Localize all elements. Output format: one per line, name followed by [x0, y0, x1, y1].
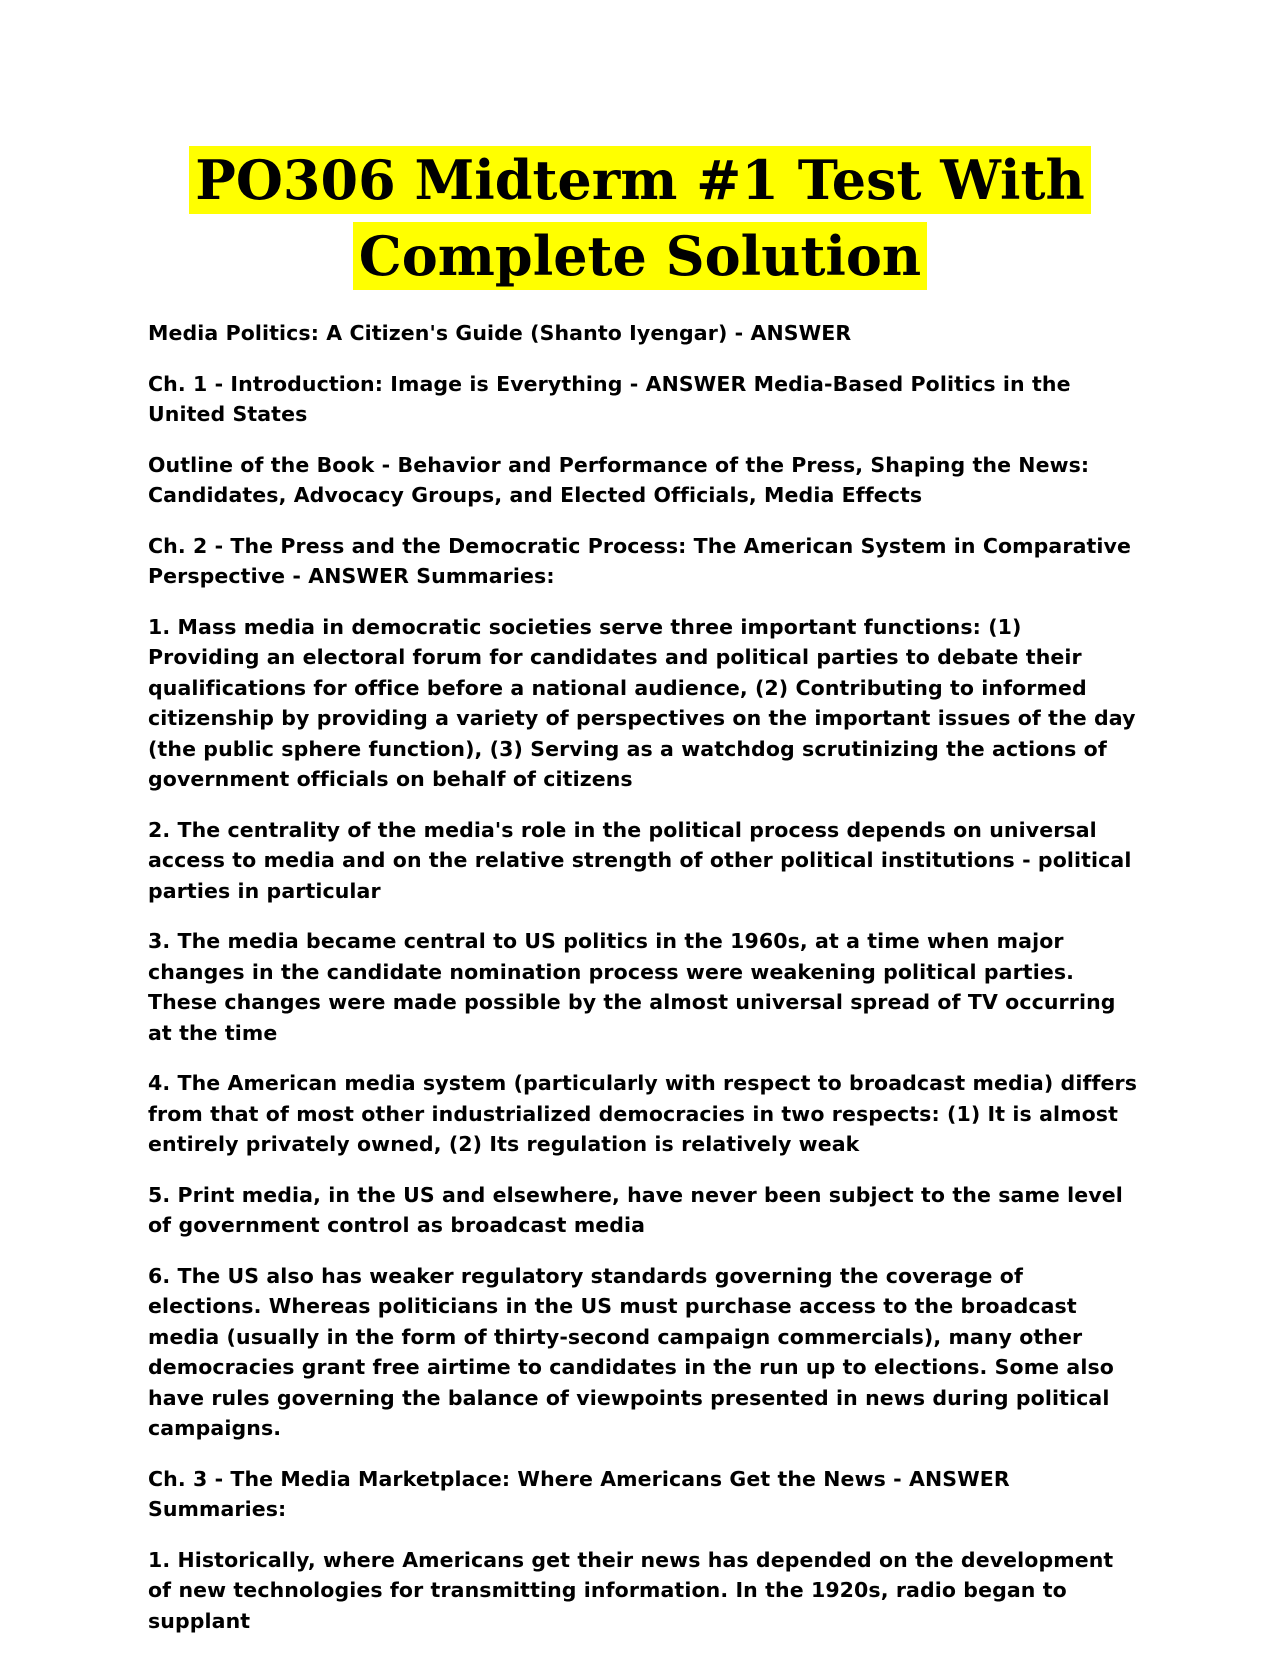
paragraph-ch2-summary-4: 4. The American media system (particularly with respect to broadcast media) differs from that of most other industrialized democracies in two respects: (1) It is almost entirely privately owned, (2) Its regulation is relatively weak: [148, 1071, 1138, 1156]
paragraph-ch2: Ch. 2 - The Press and the Democratic Process: The American System in Comparative Perspective - ANSWER Summaries:: [148, 533, 1131, 588]
paragraph-ch2-summary-2: 2. The centrality of the media's role in the political process depends on universal access to media and on the relative strength of other political institutions - political parties in particular: [148, 817, 1132, 903]
paragraph-ch1: Ch. 1 - Introduction: Image is Everything - ANSWER Media-Based Politics in the United States: [148, 371, 1071, 426]
paragraph-ch2-summary-6: 6. The US also has weaker regulatory standards governing the coverage of elections. Whereas politicians in the US must purchase access to the broadcast media (usually in the form of thirty-second campaign commercials), many other democracies grant free airtime to candidates in the run up to elections. Some also have rules governing the balance of viewpoints presented in news during political campaigns.: [148, 1263, 1114, 1440]
paragraph-ch3: Ch. 3 - The Media Marketplace: Where Americans Get the News - ANSWER Summaries:: [148, 1466, 1010, 1521]
paragraph-ch2-summary-1: 1. Mass media in democratic societies serve three important functions: (1) Providing an electoral forum for candidates and political parties to debate their qualifications for office before a national audience, (2) Contributing to informed citizenship by providing a variety of perspectives on the important issues of the day (the public sphere function), (3) Serving as a watchdog scrutinizing the actions of government officials on behalf of citizens: [148, 614, 1136, 791]
paragraph-ch3-summary-1: 1. Historically, where Americans get their news has depended on the development of new technologies for transmitting information. In the 1920s, radio began to supplant: [148, 1547, 1114, 1633]
title-line-1: PO306 Midterm #1 Test With: [189, 146, 1090, 214]
document-title: [0, 146, 1280, 290]
paragraph-book-reference: Media Politics: A Citizen's Guide (Shanto Iyengar) - ANSWER: [148, 321, 852, 345]
paragraph-ch2-summary-3: 3. The media became central to US politics in the 1960s, at a time when major changes in the candidate nomination process were weakening political parties. These changes were made possible by the almost universal spread of TV occurring at the time: [148, 929, 1116, 1045]
paragraph-ch2-summary-5: 5. Print media, in the US and elsewhere, have never been subject to the same level of government control as broadcast media: [148, 1182, 1123, 1237]
document-body: [148, 318, 1138, 1656]
title-line-2: Complete Solution: [353, 222, 927, 290]
paragraph-outline: Outline of the Book - Behavior and Performance of the Press, Shaping the News: Candidates, Advocacy Groups, and Elected Officials, Media Effects: [148, 452, 1090, 507]
